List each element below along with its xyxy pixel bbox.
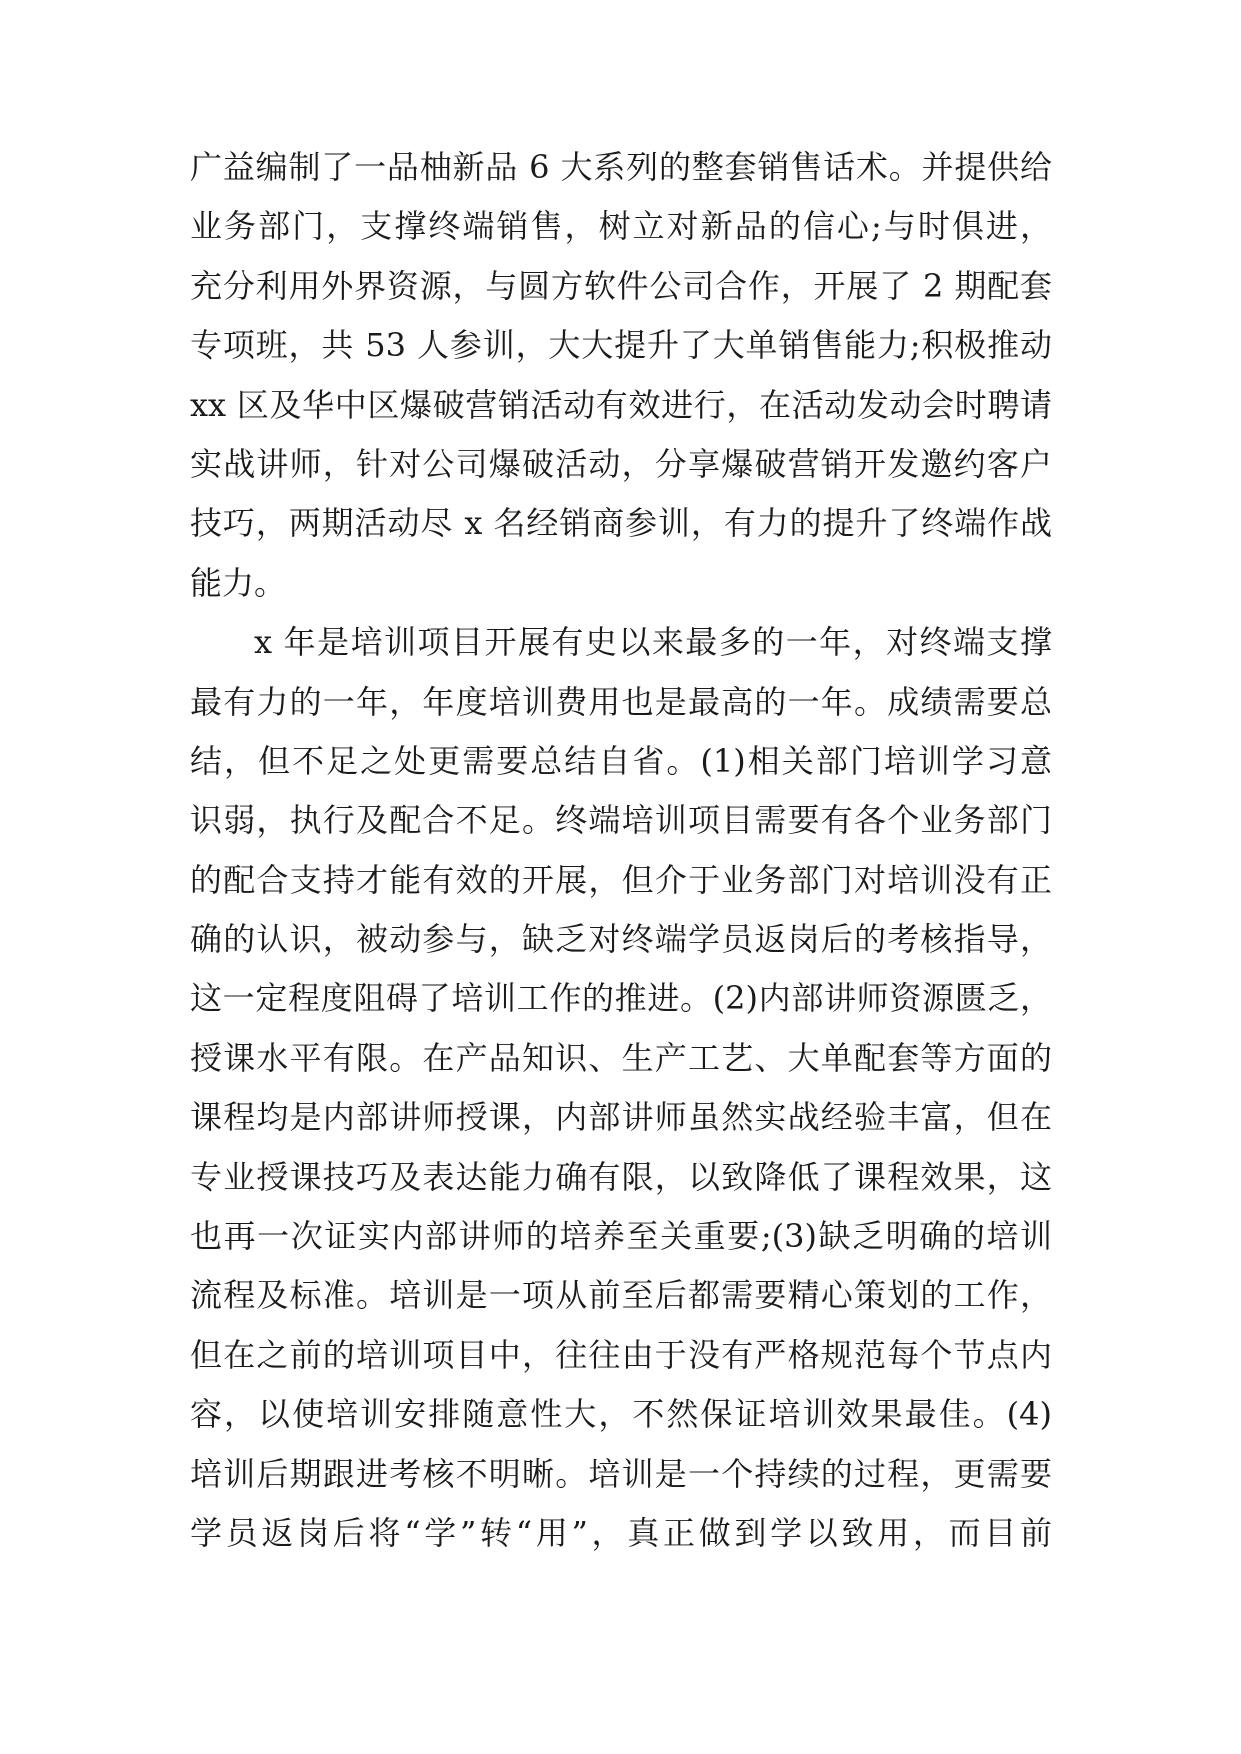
text-line: 但在之前的培训项目中，往往由于没有严格规范每个节点内 xyxy=(190,1335,1052,1374)
text-line: 能力。 xyxy=(190,563,287,602)
text-line: 的配合支持才能有效的开展，但介于业务部门对培训没有正 xyxy=(190,860,1052,899)
text-line: 技巧，两期活动尽 x 名经销商参训，有力的提升了终端作战 xyxy=(190,504,1052,543)
text-line: 容，以使培训安排随意性大，不然保证培训效果最佳。(4) xyxy=(190,1395,1052,1434)
text-line: x 年是培训项目开展有史以来最多的一年，对终端支撑 xyxy=(254,623,1052,662)
paragraph-1 xyxy=(190,138,1052,613)
text-line: xx 区及华中区爆破营销活动有效进行，在活动发动会时聘请 xyxy=(190,385,1052,424)
text-line: 授课水平有限。在产品知识、生产工艺、大单配套等方面的 xyxy=(190,1038,1052,1077)
text-line: 识弱，执行及配合不足。终端培训项目需要有各个业务部门 xyxy=(190,801,1052,840)
text-line: 专业授课技巧及表达能力确有限，以致降低了课程效果，这 xyxy=(190,1157,1052,1196)
text-line: 学员返岗后将“学”转“用”，真正做到学以致用，而目前 xyxy=(190,1513,1052,1552)
text-line: 流程及标准。培训是一项从前至后都需要精心策划的工作， xyxy=(190,1276,1052,1315)
text-line: 广益编制了一品柚新品 6 大系列的整套销售话术。并提供给 xyxy=(190,148,1052,186)
text-line: 这一定程度阻碍了培训工作的推进。(2)内部讲师资源匮乏， xyxy=(190,979,1052,1018)
body-text xyxy=(190,138,1052,1563)
text-line: 专项班，共 53 人参训，大大提升了大单销售能力;积极推动 xyxy=(190,326,1052,365)
text-line: 培训后期跟进考核不明晰。培训是一个持续的过程，更需要 xyxy=(190,1454,1052,1493)
text-line: 业务部门，支撑终端销售，树立对新品的信心;与时俱进， xyxy=(190,207,1052,246)
text-line: 课程均是内部讲师授课，内部讲师虽然实战经验丰富，但在 xyxy=(190,1098,1052,1137)
text-line: 结，但不足之处更需要总结自省。(1)相关部门培训学习意 xyxy=(190,741,1052,780)
text-line: 也再一次证实内部讲师的培养至关重要;(3)缺乏明确的培训 xyxy=(190,1217,1052,1256)
text-line: 实战讲师，针对公司爆破活动，分享爆破营销开发邀约客户 xyxy=(190,444,1052,483)
text-line: 充分利用外界资源，与圆方软件公司合作，开展了 2 期配套 xyxy=(190,266,1052,305)
text-line: 确的认识，被动参与，缺乏对终端学员返岗后的考核指导， xyxy=(190,920,1052,959)
paragraph-2 xyxy=(190,613,1052,1563)
text-line: 最有力的一年，年度培训费用也是最高的一年。成绩需要总 xyxy=(190,682,1052,721)
